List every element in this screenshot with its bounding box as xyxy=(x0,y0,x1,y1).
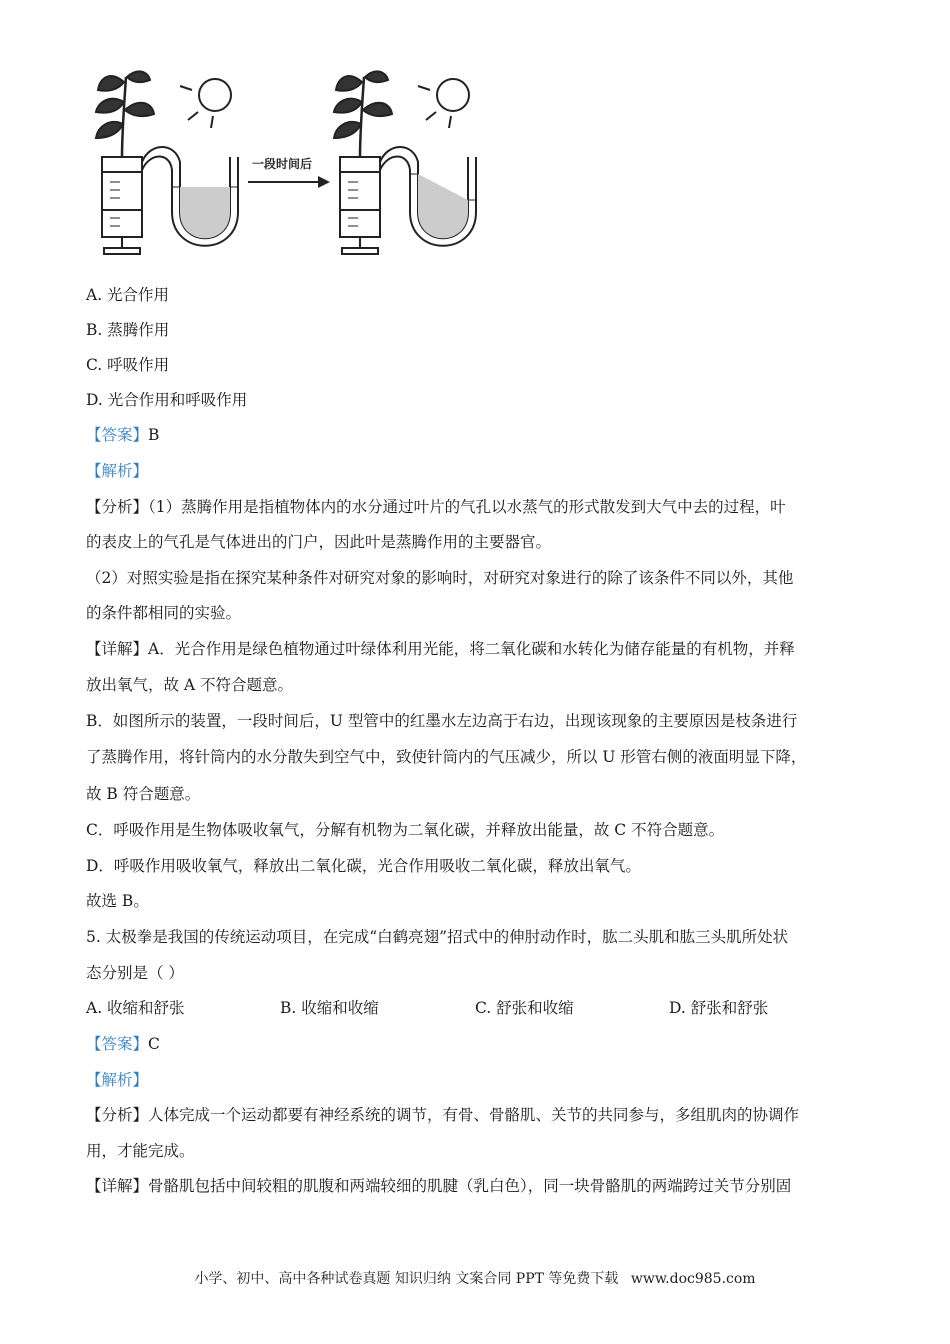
q4-option-c: C. 呼吸作用 xyxy=(86,356,170,374)
q4-fenxi-line2: 的表皮上的气孔是气体进出的门户，因此叶是蒸腾作用的主要器官。 xyxy=(86,533,552,551)
q4-option-d: D. 光合作用和呼吸作用 xyxy=(86,391,248,409)
xiangjie-tag: 【详解】 xyxy=(86,1177,149,1195)
footer-text: 小学、初中、高中各种试卷真题 知识归纳 文案合同 PPT 等免费下载 xyxy=(194,1271,619,1287)
q4-answer xyxy=(86,424,159,446)
sun-icon xyxy=(199,79,231,111)
answer-tag: 【答案】 xyxy=(86,1035,149,1053)
q4-xiangjie-c: C．呼吸作用是生物体吸收氧气，分解有机物为二氧化碳，并释放出能量，故 C 不符合题意。 xyxy=(86,821,725,839)
q5-option-d: D. 舒张和舒张 xyxy=(669,999,769,1017)
q4-xiangjie-d: D．呼吸作用吸收氧气，释放出二氧化碳，光合作用吸收二氧化碳，释放出氧气。 xyxy=(86,857,641,875)
q5-fenxi-line1 xyxy=(86,1104,799,1126)
fenxi-text: （1）蒸腾作用是指植物体内的水分通过叶片的气孔以水蒸气的形式散发到大气中去的过程，叶 xyxy=(148,498,786,516)
fenxi-text: 人体完成一个运动都要有神经系统的调节，有骨、骨骼肌、关节的共同参与，多组肌肉的协调作 xyxy=(148,1106,800,1124)
q5-option-b: B. 收缩和收缩 xyxy=(280,999,379,1017)
xiangjie-tag: 【详解】 xyxy=(86,640,149,658)
fenxi-tag: 【分析】 xyxy=(86,498,149,516)
q4-xiangjie-b2: 了蒸腾作用，将针筒内的水分散失到空气中，致使针筒内的气压减少，所以 U 形管右侧的液面明显下降， xyxy=(86,748,807,766)
page-footer xyxy=(0,1268,950,1288)
q4-xiangjie-a1 xyxy=(86,638,795,660)
apparatus-before xyxy=(96,71,238,254)
fenxi-tag: 【分析】 xyxy=(86,1106,149,1124)
q4-xiangjie-b1: B．如图所示的装置，一段时间后，U 型管中的红墨水左边高于右边，出现该现象的主要原因是枝条进行 xyxy=(86,712,798,730)
arrow-icon xyxy=(248,156,330,188)
q5-stem-line1: 5. 太极拳是我国的传统运动项目，在完成“白鹤亮翅”招式中的伸肘动作时，肱二头肌和肱三头肌所处状 xyxy=(86,928,789,946)
sun-icon xyxy=(437,79,469,111)
arrow-label: 一段时间后 xyxy=(252,157,313,171)
q5-option-c: C. 舒张和收缩 xyxy=(475,999,574,1017)
xiangjie-text: 骨骼肌包括中间较粗的肌腹和两端较细的肌腱（乳白色），同一块骨骼肌的两端跨过关节分别固 xyxy=(148,1177,792,1195)
q4-option-b: B. 蒸腾作用 xyxy=(86,321,170,339)
q4-option-a: A. 光合作用 xyxy=(86,286,170,304)
q5-xiangjie-line1 xyxy=(86,1175,791,1197)
q4-conclusion: 故选 B。 xyxy=(86,892,149,910)
q4-xiangjie-b3: 故 B 符合题意。 xyxy=(86,785,201,803)
answer-value: B xyxy=(148,426,160,444)
xiangjie-text: A．光合作用是绿色植物通过叶绿体利用光能，将二氧化碳和水转化为储存能量的有机物，并释 xyxy=(148,640,795,658)
q4-fenxi-line4: 的条件都相同的实验。 xyxy=(86,604,242,622)
q4-analysis-header: 【解析】 xyxy=(86,462,149,480)
q5-fenxi-line2: 用，才能完成。 xyxy=(86,1142,195,1160)
q4-fenxi-line1 xyxy=(86,496,786,518)
experiment-figure xyxy=(80,62,500,262)
q5-answer xyxy=(86,1033,160,1055)
apparatus-after xyxy=(334,71,476,254)
answer-tag: 【答案】 xyxy=(86,426,149,444)
q5-analysis-header: 【解析】 xyxy=(86,1071,149,1089)
q5-stem-line2: 态分别是（ ） xyxy=(86,964,184,982)
footer-url[interactable]: www.doc985.com xyxy=(630,1271,756,1287)
q4-xiangjie-a2: 放出氧气，故 A 不符合题意。 xyxy=(86,676,294,694)
answer-value: C xyxy=(148,1035,160,1053)
q5-option-a: A. 收缩和舒张 xyxy=(86,999,185,1017)
q4-fenxi-line3: （2）对照实验是指在探究某种条件对研究对象的影响时，对研究对象进行的除了该条件不同以外，其他 xyxy=(86,569,794,587)
